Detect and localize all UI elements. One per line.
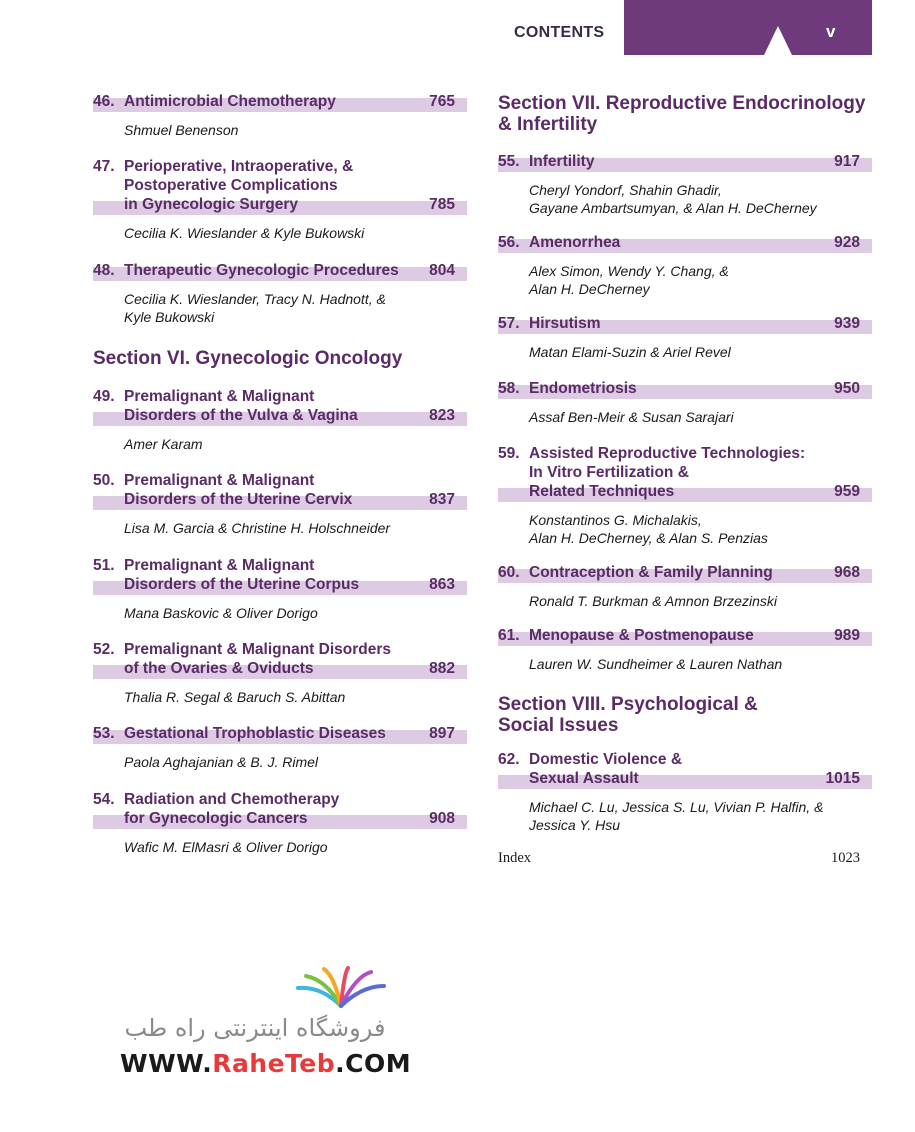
chapter-number: 53. (93, 725, 115, 742)
chapter-54[interactable] (93, 790, 467, 856)
chapter-title: Amenorrhea (529, 234, 621, 251)
chapter-page: 959 (834, 483, 860, 500)
chapter-page: 917 (834, 153, 860, 170)
page-number: v (826, 22, 836, 41)
chapter-number: 47. (93, 158, 115, 175)
chapter-56[interactable] (498, 233, 872, 298)
chapter-authors: Michael C. Lu, Jessica S. Lu, Vivian P. Halfin, & Jessica Y. Hsu (529, 799, 824, 833)
chapter-authors: Mana Baskovic & Oliver Dorigo (124, 605, 318, 621)
chapter-title: Postoperative Complications (124, 177, 338, 194)
chapter-title: Gestational Trophoblastic Diseases (124, 725, 386, 742)
chapter-authors: Cecilia K. Wieslander, Tracy N. Hadnott, & Kyle Bukowski (124, 291, 386, 325)
chapter-page: 837 (429, 491, 455, 508)
chapter-number: 55. (498, 153, 520, 170)
chapter-48[interactable] (93, 261, 467, 326)
running-header-label: CONTENTS (514, 24, 605, 41)
chapter-page: 939 (834, 315, 860, 332)
index-page: 1023 (831, 850, 860, 866)
chapter-authors: Cheryl Yondorf, Shahin Ghadir, Gayane Ambartsumyan, & Alan H. DeCherney (529, 182, 817, 216)
chapter-58[interactable] (498, 379, 872, 426)
chapter-authors: Wafic M. ElMasri & Oliver Dorigo (124, 839, 328, 855)
chapter-page: 989 (834, 627, 860, 644)
chapter-authors: Amer Karam (124, 436, 203, 452)
chapter-49[interactable] (93, 387, 467, 453)
chapter-number: 51. (93, 557, 115, 574)
chapter-title: Premalignant & Malignant (124, 557, 315, 574)
chapter-authors: Thalia R. Segal & Baruch S. Abittan (124, 689, 346, 705)
chapter-title: Infertility (529, 153, 595, 170)
chapter-number: 56. (498, 234, 520, 251)
chapter-title: of the Ovaries & Oviducts (124, 660, 314, 677)
chapter-title: Radiation and Chemotherapy (124, 791, 340, 808)
chapter-title: Sexual Assault (529, 770, 639, 787)
chapter-number: 60. (498, 564, 520, 581)
chapter-title: Premalignant & Malignant (124, 388, 315, 405)
chapter-page: 823 (429, 407, 455, 424)
chapter-title: Disorders of the Vulva & Vagina (124, 407, 358, 424)
chapter-title: Premalignant & Malignant Disorders (124, 641, 391, 658)
chapter-number: 48. (93, 262, 115, 279)
chapter-title: Domestic Violence & (529, 751, 683, 768)
chapter-47[interactable] (93, 157, 467, 242)
chapter-number: 62. (498, 751, 520, 768)
chapter-51[interactable] (93, 556, 467, 622)
chapter-title: in Gynecologic Surgery (124, 196, 298, 213)
chapter-number: 49. (93, 388, 115, 405)
chapter-authors: Alex Simon, Wendy Y. Chang, & Alan H. DeCherney (529, 263, 729, 297)
chapter-page: 765 (429, 93, 455, 110)
chapter-52[interactable] (93, 640, 467, 706)
chapter-authors: Lisa M. Garcia & Christine H. Holschneider (124, 520, 391, 536)
chapter-page: 928 (834, 234, 860, 251)
section-heading: Section VI. Gynecologic Oncology (93, 348, 403, 369)
section-heading: Section VII. Reproductive Endocrinology & Infertility (498, 93, 866, 135)
chapter-authors: Assaf Ben-Meir & Susan Sarajari (529, 409, 734, 425)
chapter-authors: Shmuel Benenson (124, 122, 239, 138)
chapter-60[interactable] (498, 563, 872, 610)
section-heading: Section VIII. Psychological & Social Issues (498, 694, 758, 736)
chapter-page: 804 (429, 262, 455, 279)
chapter-title: Therapeutic Gynecologic Procedures (124, 262, 399, 279)
open-book-logo-icon (296, 966, 386, 1010)
chapter-57[interactable] (498, 314, 872, 361)
chapter-50[interactable] (93, 471, 467, 537)
chapter-page: 897 (429, 725, 455, 742)
watermark-url[interactable]: WWW.RaheTeb.COM (120, 1049, 412, 1078)
chapter-number: 46. (93, 93, 115, 110)
chapter-number: 54. (93, 791, 115, 808)
chapter-authors: Konstantinos G. Michalakis, Alan H. DeCherney, & Alan S. Penzias (529, 512, 768, 546)
chapter-62[interactable] (498, 750, 872, 834)
chapter-number: 50. (93, 472, 115, 489)
chapter-authors: Cecilia K. Wieslander & Kyle Bukowski (124, 225, 365, 241)
chapter-title: Related Techniques (529, 483, 675, 500)
chapter-page: 968 (834, 564, 860, 581)
chapter-number: 57. (498, 315, 520, 332)
chapter-page: 863 (429, 576, 455, 593)
chapter-number: 61. (498, 627, 520, 644)
chapter-page: 1015 (825, 770, 860, 787)
index-label: Index (498, 850, 532, 866)
chapter-page: 785 (429, 196, 455, 213)
chapter-title: Contraception & Family Planning (529, 564, 773, 581)
chapter-authors: Lauren W. Sundheimer & Lauren Nathan (529, 656, 783, 672)
chapter-title: Assisted Reproductive Technologies: (529, 445, 806, 462)
chapter-page: 950 (834, 380, 860, 397)
chapter-59[interactable] (498, 444, 872, 547)
chapter-title: Perioperative, Intraoperative, & (124, 158, 354, 175)
chapter-number: 52. (93, 641, 115, 658)
chapter-title: Premalignant & Malignant (124, 472, 315, 489)
chapter-61[interactable] (498, 626, 872, 673)
chapter-number: 58. (498, 380, 520, 397)
chapter-46[interactable] (93, 92, 467, 139)
chapter-authors: Matan Elami-Suzin & Ariel Revel (529, 344, 731, 360)
chapter-authors: Ronald T. Burkman & Amnon Brzezinski (529, 593, 777, 609)
chapter-number: 59. (498, 445, 520, 462)
chapter-page: 908 (429, 810, 455, 827)
chapter-title: Menopause & Postmenopause (529, 627, 754, 644)
chapter-page: 882 (429, 660, 455, 677)
header-notch (764, 26, 792, 55)
chapter-authors: Paola Aghajanian & B. J. Rimel (124, 754, 319, 770)
watermark-persian-text: فروشگاه اینترنتی راه طب (124, 1014, 386, 1042)
chapter-title: for Gynecologic Cancers (124, 810, 308, 827)
chapter-title: Disorders of the Uterine Cervix (124, 491, 353, 508)
chapter-title: Antimicrobial Chemotherapy (124, 93, 336, 110)
chapter-55[interactable] (498, 152, 872, 217)
chapter-title: Disorders of the Uterine Corpus (124, 576, 360, 593)
chapter-title: Hirsutism (529, 315, 601, 332)
chapter-53[interactable] (93, 724, 467, 771)
chapter-title: In Vitro Fertilization & (529, 464, 689, 481)
chapter-title: Endometriosis (529, 380, 637, 397)
